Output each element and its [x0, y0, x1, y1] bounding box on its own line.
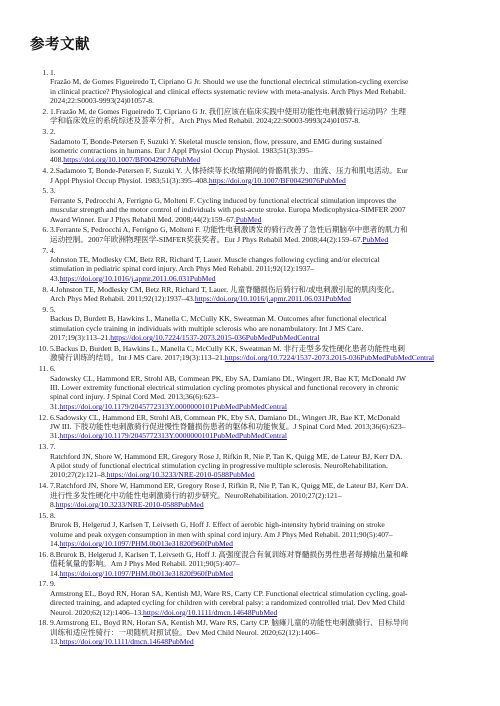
reference-line: 9. 5.: [50, 304, 56, 314]
reference-line: [50, 431, 478, 440]
reference-line: 激骑行训练的结局。Int J MS Care. 2017;19(3):113–21.: [50, 353, 225, 363]
reference-item: [50, 364, 478, 411]
reference-item: [50, 186, 478, 224]
reference-item: [50, 511, 478, 549]
reference-link[interactable]: https://doi.org/10.7224/1537-2073.2015-036PubMedPubMedCentral: [110, 333, 320, 343]
reference-line: 值耗氧量的影响。Am J Phys Med Rehabil. 2011;90(5):407–: [50, 559, 240, 569]
reference-page-tail: 43.: [50, 273, 60, 283]
reference-line: 训练和适应性骑行：一项随机对照试验。Dev Med Child Neurol. 2020;62(12):1406–: [50, 627, 320, 637]
reference-line: 运动控制。2007年欧洲物理医学-SIMFER奖获奖者。Eur J Phys Rehabil Med. 2008;44(2):159–67.: [50, 234, 363, 244]
reference-line: 7. 4.: [50, 245, 56, 255]
reference-line: 1. 1.: [50, 68, 56, 77]
reference-page-tail: 31.: [50, 431, 60, 441]
reference-line: 进行性多发性硬化中功能性电刺激骑行的初步研究。NeuroRehabilitation. 2010;27(2):121–: [50, 490, 342, 500]
reference-line: 11. 6.: [50, 364, 56, 374]
reference-line: 4. 2.Sadamoto T, Bonde-Petersen F, Suzuki Y. 人体持续等长收缩期间的骨骼肌张力、血流、压力和肌电活动。Eur: [50, 166, 408, 176]
reference-item: [50, 618, 478, 646]
reference-line: 2010;27(2):121–8.: [50, 470, 107, 480]
reference-line: Neurol. 2020;62(12):1406–13.: [50, 607, 144, 617]
reference-item: [50, 413, 478, 441]
reference-line: in clinical practice? Physiological and clinical effects systematic review with meta-analysis. Arch Phys Med Rehabil.: [50, 86, 406, 96]
reference-line: Ferrante S, Pedrocchi A, Ferrigno G, Molteni F. Cycling induced by functional electrical stimulation improves the: [50, 195, 397, 205]
reference-line: 13. 7.: [50, 442, 56, 452]
reference-line: Frazão M, de Gomes Figueiredo T, Cipriano G Jr. Should we use the functional electrical stimulation-cycling exercise: [50, 77, 409, 87]
reference-link[interactable]: PubMed: [362, 234, 389, 244]
reference-item: [50, 166, 478, 185]
reference-link[interactable]: https://doi.org/10.1097/PHM.0b013e31820f960fPubMed: [59, 568, 233, 578]
reference-line: Backus D, Burdett B, Hawkins L, Manella C, McCully KK, Sweatman M. Outcomes after functional electrical: [50, 314, 387, 324]
reference-item: [50, 225, 478, 244]
reference-line: 10. 5.Backus D, Burdett B, Hawkins L, Manella C, McCully KK, Sweatman M. 非行走型多发性硬化患者功能性电刺: [50, 343, 405, 353]
reference-page-tail: 408.: [50, 155, 64, 165]
reference-line: Award Winner. Eur J Phys Rehabil Med. 2008;44(2):159–67.: [50, 214, 236, 224]
reference-link[interactable]: https://doi.org/10.3233/NRE-2010-0588PubMed: [55, 499, 204, 509]
reference-line: [50, 402, 478, 411]
reference-line: 15. 8.: [50, 510, 56, 520]
reference-page-tail: 14.: [50, 538, 60, 548]
reference-line: JW III. 下肢功能性电刺激骑行促进慢性脊髓损伤患者的躯体和功能恢复。J Spinal Cord Med. 2013;36(6):623–: [50, 421, 406, 431]
reference-line: [50, 155, 478, 164]
reference-page-tail: 14.: [50, 568, 60, 578]
reference-item: [50, 285, 478, 304]
reference-link[interactable]: https://doi.org/10.7224/1537-2073.2015-036PubMedPubMedCentral: [224, 353, 435, 363]
reference-line: 3. 2.: [50, 127, 56, 137]
reference-line: isometric contractions in humans. Eur J Appl Physiol Occup Physiol. 1983;51(3):395–: [50, 146, 313, 156]
reference-line: 14. 7.Ratchford JN, Shore W, Hammond ER, Gregory Rose J, Rifkin R, Nie P, Tan K, Quigg ME, de Lateur BJ, Kerr DA.: [50, 481, 409, 491]
reference-line: muscular strength and the motor control of individuals with post-acute stroke. Europa Medicophysica-SIMFER 2007: [50, 205, 406, 215]
reference-line: [50, 500, 478, 509]
reference-line: Brurok B, Helgerud J, Karlsen T, Leivseth G, Hoff J. Effect of aerobic high-intensity hybrid training on stroke: [50, 520, 385, 530]
reference-page-tail: 31.: [50, 401, 60, 411]
reference-link[interactable]: https://doi.org/10.1179/2045772313Y.0000000101PubMedPubMedCentral: [59, 401, 287, 411]
reference-line: Arch Phys Med Rehabil. 2011;92(12):1937–43.: [50, 294, 195, 304]
reference-page-tail: 13.: [50, 637, 60, 647]
reference-line: 16. 8.Brurok B, Helgerud J, Karlsen T, Leivseth G, Hoff J. 高强度混合有氧训练对脊髓损伤男性患者每搏输出量和峰: [50, 549, 409, 559]
reference-line: Armstrong EL, Boyd RN, Horan SA, Kentish MJ, Ware RS, Carty CP. Functional electrical stimulation cycling, goal-: [50, 588, 408, 598]
reference-line: [50, 637, 478, 646]
reference-line: 2017;19(3):113–21.: [50, 333, 111, 343]
reference-line: Sadamoto T, Bonde-Petersen F, Suzuki Y. Skeletal muscle tension, flow, pressure, and EMG during sustained: [50, 136, 382, 146]
reference-item: [50, 68, 478, 106]
reference-line: 12. 6.Sadowsky CL, Hammond ER, Strohl AB, Commean PK, Eby SA, Damiano DL, Wingert JR, Bae KT, McDonald: [50, 412, 400, 422]
reference-line: 2024;22:S0003-9993(24)01057-8.: [50, 96, 154, 106]
reference-line: stimulation in pediatric spinal cord injury. Arch Phys Med Rehabil. 2011;92(12):1937–: [50, 264, 315, 274]
reference-item: [50, 246, 478, 284]
reference-line: III. Lower extremity functional electrical stimulation cycling promotes physical and functional recovery in chronic: [50, 382, 399, 392]
reference-line: [50, 539, 478, 548]
reference-link[interactable]: https://doi.org/10.1179/2045772313Y.0000000101PubMedPubMedCentral: [59, 431, 287, 441]
reference-link[interactable]: https://doi.org/10.1016/j.apmr.2011.06.031PubMed: [194, 294, 351, 304]
reference-line: [50, 274, 478, 283]
reference-line: Ratchford JN, Shore W, Hammond ER, Gregory Rose J, Rifkin R, Nie P, Tan K, Quigg ME, de Lateur BJ, Kerr DA.: [50, 451, 403, 461]
reference-link[interactable]: https://doi.org/10.1111/dmcn.14648PubMed: [59, 637, 194, 647]
reference-line: 学和临床效应的系统综述及荟萃分析。Arch Phys Med Rehabil. 2024;22:S0003-9993(24)01057-8.: [50, 116, 361, 126]
reference-link[interactable]: https://doi.org/10.1007/BF00429076PubMed: [63, 155, 201, 165]
reference-link[interactable]: https://doi.org/10.1111/dmcn.14648PubMed: [143, 607, 278, 617]
reference-item: [50, 107, 478, 126]
reference-item: [50, 305, 478, 343]
reference-line: 6. 3.Ferrante S, Pedrocchi A, Ferrigno G, Molteni F. 功能性电刺激诱发的骑行改善了急性后期脑卒中患者的肌力和: [50, 225, 408, 235]
reference-item: [50, 579, 478, 617]
reference-page-tail: 8.: [50, 499, 56, 509]
reference-line: 17. 9.: [50, 579, 56, 589]
reference-list: [30, 68, 478, 647]
reference-item: [50, 442, 478, 480]
reference-line: 2. 1.Frazão M, de Gomes Figueiredo T, Cipriano G Jr. 我们应该在临床实践中使用功能性电刺激骑行运动吗？生理: [50, 107, 406, 117]
reference-link[interactable]: https://doi.org/10.1016/j.apmr.2011.06.031PubMed: [59, 273, 216, 283]
reference-line: spinal cord injury. J Spinal Cord Med. 2013;36(6):623–: [50, 392, 219, 402]
reference-item: [50, 127, 478, 165]
reference-line: directed training, and adapted cycling for children with cerebral palsy: a randomized controlled trial. Dev Med Child: [50, 598, 405, 608]
reference-line: Johnston TE, Modlesky CM, Betz RR, Richard T, Lauer. Muscle changes following cycling and/or electrical: [50, 255, 380, 265]
reference-line: [50, 569, 478, 578]
reference-line: J Appl Physiol Occup Physiol. 1983;51(3):395–408.: [50, 175, 209, 185]
page-title: 参考文献: [30, 37, 90, 53]
reference-item: [50, 481, 478, 509]
reference-line: stimulation cycle training in individuals with multiple sclerosis who are nonambulatory. Int J MS Care.: [50, 323, 364, 333]
reference-line: 5. 3.: [50, 186, 56, 196]
reference-link[interactable]: PubMed: [235, 214, 262, 224]
reference-line: A pilot study of functional electrical stimulation cycling in progressive multiple sclerosis. NeuroRehabilitation.: [50, 460, 388, 470]
reference-item: [50, 550, 478, 578]
reference-line: 18. 9.Armstrong EL, Boyd RN, Horan SA, Kentish MJ, Ware RS, Carty CP. 脑瘫儿童的功能性电刺激骑行、目标导向: [50, 618, 409, 628]
reference-link[interactable]: https://doi.org/10.1007/BF00429076PubMed: [208, 175, 346, 185]
reference-line: 8. 4.Johnston TE, Modlesky CM, Betz RR, Richard T, Lauer. 儿童脊髓损伤后骑行和/或电刺激引起的肌肉变化。: [50, 284, 400, 294]
reference-link[interactable]: https://doi.org/10.3233/NRE-2010-0588PubMed: [106, 470, 255, 480]
reference-link[interactable]: https://doi.org/10.1097/PHM.0b013e31820f960fPubMed: [59, 538, 233, 548]
reference-item: [50, 344, 478, 363]
reference-line: volume and peak oxygen consumption in men with spinal cord injury. Am J Phys Med Rehabil. 2011;90(5):407–: [50, 529, 393, 539]
reference-line: Sadowsky CL, Hammond ER, Strohl AB, Commean PK, Eby SA, Damiano DL, Wingert JR, Bae KT, McDonald JW: [50, 373, 407, 383]
